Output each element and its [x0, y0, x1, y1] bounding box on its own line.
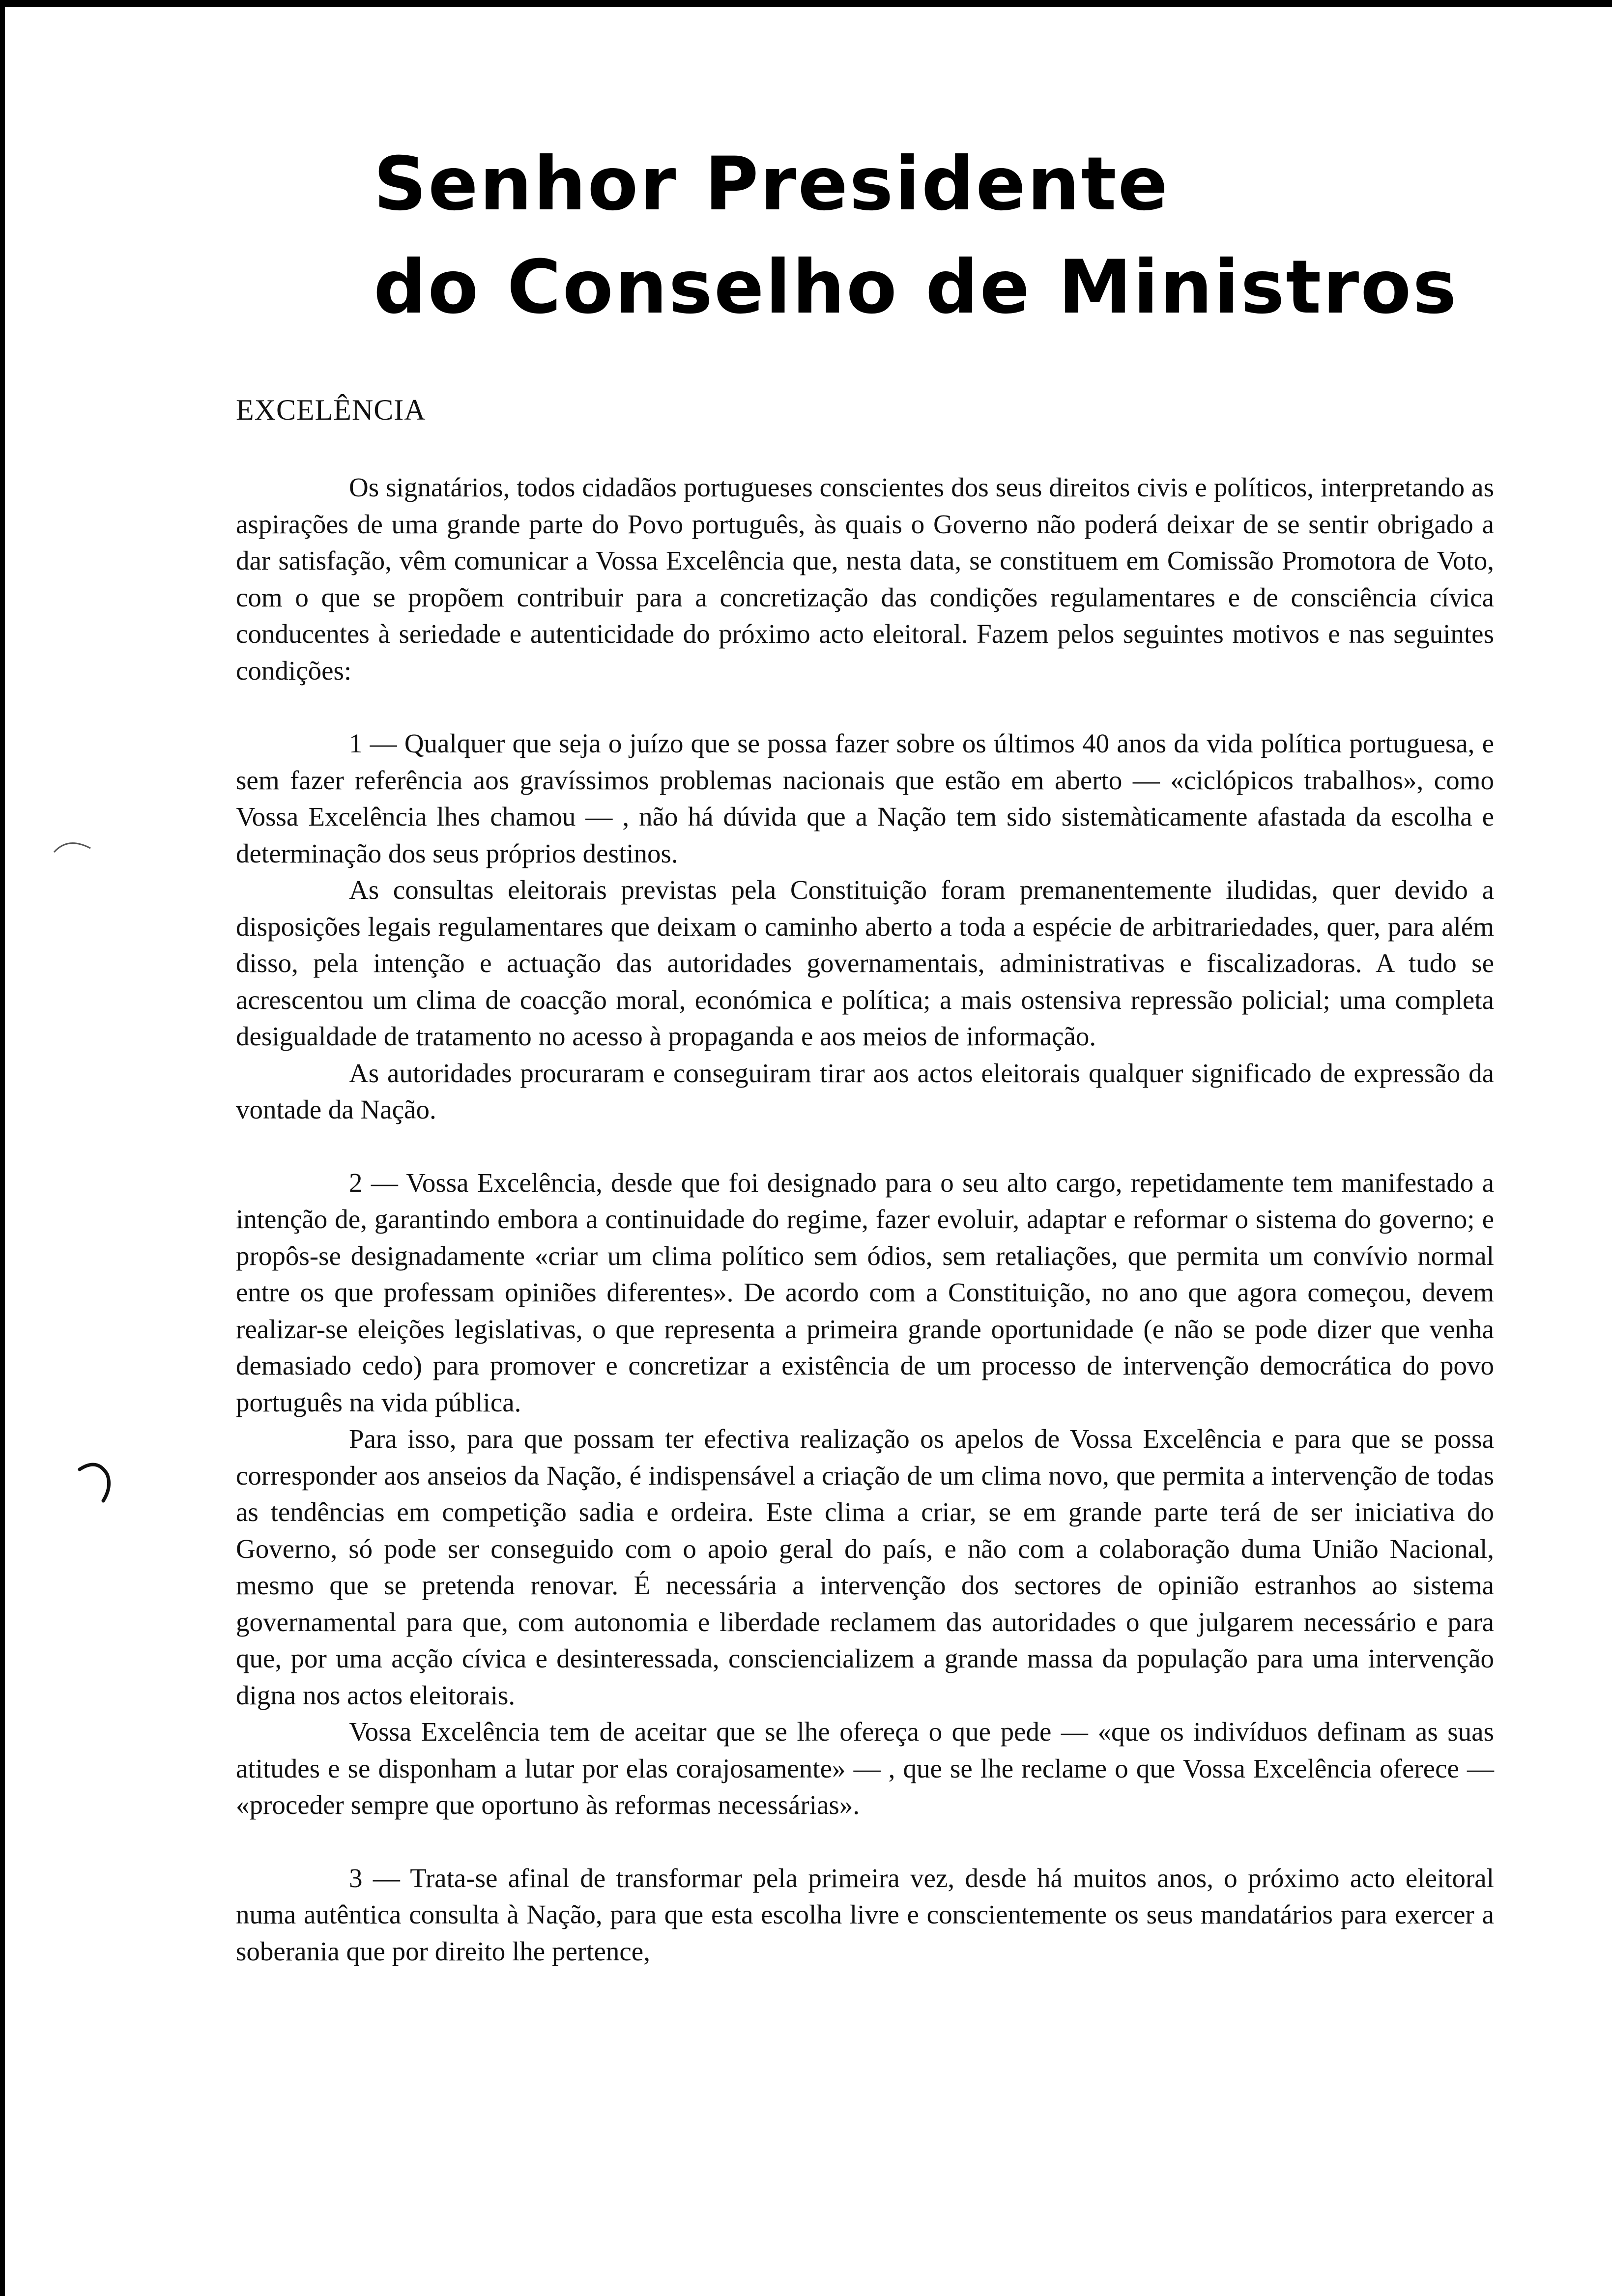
paragraph-intro: Os signatários, todos cidadãos portugueses conscientes dos seus direitos civis e políticos, interpretando as aspirações de uma grande parte do Povo português, às quais o Governo não poderá deixar de se sentir obrigado a dar satisfação, vêm comunicar a Vossa Excelência que, nesta data, se constituem em Comissão Promotora de Voto, com o que se propõem contribuir para a concretização das condições regulamentares e de consciência cívica conducentes à seriedade e autenticidade do próximo acto eleitoral. Fazem pelos seguintes motivos e nas seguintes condições:	[236, 472, 1494, 686]
document-title	[374, 133, 1504, 339]
paragraph-autoridades: As autoridades procuraram e conseguiram tirar aos actos eleitorais qualquer significado de expressão da vontade da Nação.	[236, 1058, 1494, 1124]
salutation: EXCELÊNCIA	[236, 394, 426, 426]
paragraph-vossa-excelencia: Vossa Excelência tem de aceitar que se lhe ofereça o que pede — «que os indivíduos definam as suas atitudes e se disponham a lutar por elas corajosamente» — , que se lhe reclame o que Vossa Excelência oferece — «proceder sempre que oportuno às reformas necessárias».	[236, 1717, 1494, 1820]
title-line-2: do Conselho de Ministros	[374, 245, 1458, 330]
margin-scan-mark	[53, 835, 92, 855]
paragraph-section-3: 3 — Trata-se afinal de transformar pela primeira vez, desde há muitos anos, o próximo acto eleitoral numa autêntica consulta à Nação, para que esta escolha livre e conscientemente os seus mandatários para exercer a soberania que por direito lhe pertence,	[236, 1863, 1494, 1966]
left-border-rule	[0, 0, 5, 2296]
paragraph-section-1: 1 — Qualquer que seja o juízo que se possa fazer sobre os últimos 40 anos da vida política portuguesa, e sem fazer referência aos gravíssimos problemas nacionais que estão em aberto — «ciclópicos trabalhos», como Vossa Excelência lhes chamou — , não há dúvida que a Nação tem sido sistemàticamente afastada da escolha e determinação dos seus próprios destinos.	[236, 728, 1494, 868]
letter-body	[236, 469, 1494, 1970]
paragraph-para-isso: Para isso, para que possam ter efectiva realização os apelos de Vossa Excelência e para que se possa corresponder aos anseios da Nação, é indispensável a criação de um clima novo, que permita a intervenção de todas as tendências em competição sadia e ordeira. Este clima a criar, se em grande parte terá de ser iniciativa do Governo, só pode ser conseguido com o apoio geral do país, e não com a colaboração duma União Nacional, mesmo que se pretenda renovar. É necessária a intervenção dos sectores de opinião estranhos ao sistema governamental para que, com autonomia e liberdade reclamem das autoridades o que julgarem necessário e para que, por uma acção cívica e desinteressada, consciencializem a grande massa da população para uma intervenção digna nos actos eleitorais.	[236, 1424, 1494, 1710]
paragraph-section-2: 2 — Vossa Excelência, desde que foi designado para o seu alto cargo, repetidamente tem manifestado a intenção de, garantindo embora a continuidade do regime, fazer evoluir, adaptar e reformar o sistema do governo; e propôs-se designadamente «criar um clima político sem ódios, sem retaliações, que permita um convívio normal entre os que professam opiniões diferentes». De acordo com a Constituição, no ano que agora começou, devem realizar-se eleições legislativas, o que representa a primeira grande oportunidade (e não se pode dizer que venha demasiado cedo) para promover e concretizar a existência de um processo de intervenção democrática do povo português na vida pública.	[236, 1167, 1494, 1417]
top-border-rule	[0, 0, 1612, 7]
margin-punch-mark	[78, 1460, 117, 1504]
title-line-1: Senhor Presidente	[374, 142, 1170, 227]
paragraph-consultas: As consultas eleitorais previstas pela Constituição foram premanentemente iludidas, quer devido a disposições legais regulamentares que deixam o caminho aberto a toda a espécie de arbitrariedades, quer, para além disso, pela intenção e actuação das autoridades governamentais, administrativas e fiscalizadoras. A tudo se acrescentou um clima de coacção moral, económica e política; a mais ostensiva repressão policial; uma completa desigualdade de tratamento no acesso à propaganda e aos meios de informação.	[236, 875, 1494, 1051]
